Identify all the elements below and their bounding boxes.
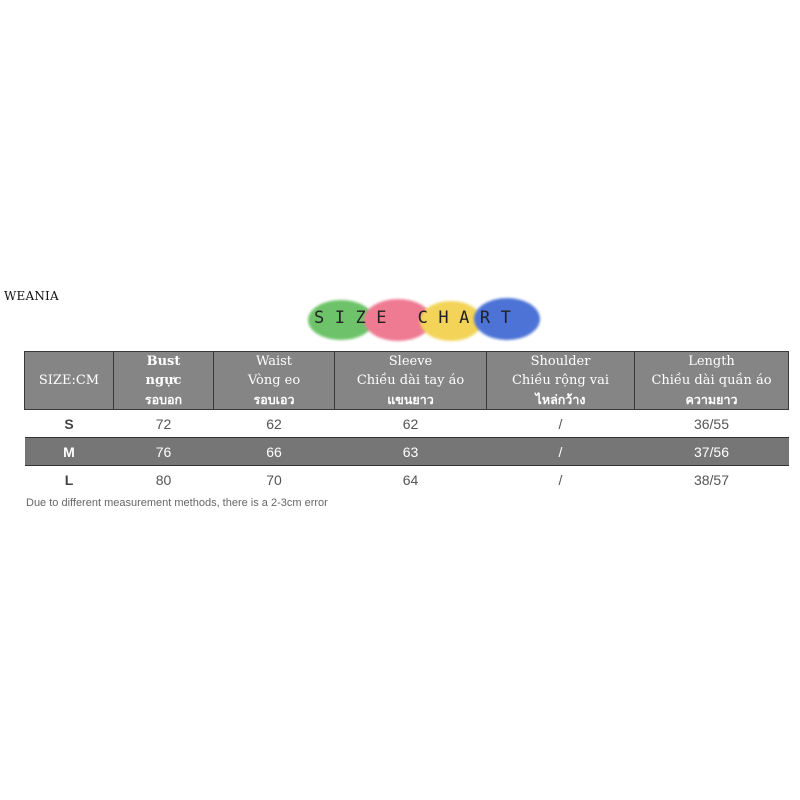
header-row [25,352,789,410]
brand-logo-text: WEANIA [4,289,59,303]
sleeve-cell: 64 [402,471,419,488]
bust-cell: 80 [155,471,172,488]
sleeve-cell: 63 [335,438,487,466]
sleeve-cell: 62 [402,415,419,432]
bust-cell: 76 [114,438,214,466]
size-chart-title [308,298,548,344]
table-row [25,410,789,438]
title-text: SIZE CHART [314,308,522,328]
length-cell: 37/56 [635,438,789,466]
shoulder-cell: / [487,438,635,466]
waist-cell: 70 [266,471,282,488]
size-cell: L [64,471,74,488]
length-cell: 38/57 [693,471,730,488]
size-cell: S [64,415,74,432]
measurement-note: Due to different measurement methods, there is a 2-3cm error [26,497,328,509]
shoulder-cell: / [558,471,563,488]
shoulder-header: Shoulder Chiều rộng vai ไหล่กว้าง [487,352,635,410]
shoulder-cell: / [558,415,563,432]
waist-header: Waist Vòng eo รอบเอว [214,352,335,410]
table-row [25,438,789,466]
waist-cell: 62 [266,415,282,432]
unit-header: SIZE:CM [25,352,114,410]
bust-cell: 72 [155,415,172,432]
size-cell: M [25,438,114,466]
size-table [24,351,789,493]
waist-cell: 66 [214,438,335,466]
length-cell: 36/55 [693,415,730,432]
table-row [25,466,789,494]
length-header: Length Chiều dài quần áo ความยาว [635,352,789,410]
bust-header: Bust ngực รอบอก [114,352,214,410]
sleeve-header: Sleeve Chiều dài tay áo แขนยาว [335,352,487,410]
